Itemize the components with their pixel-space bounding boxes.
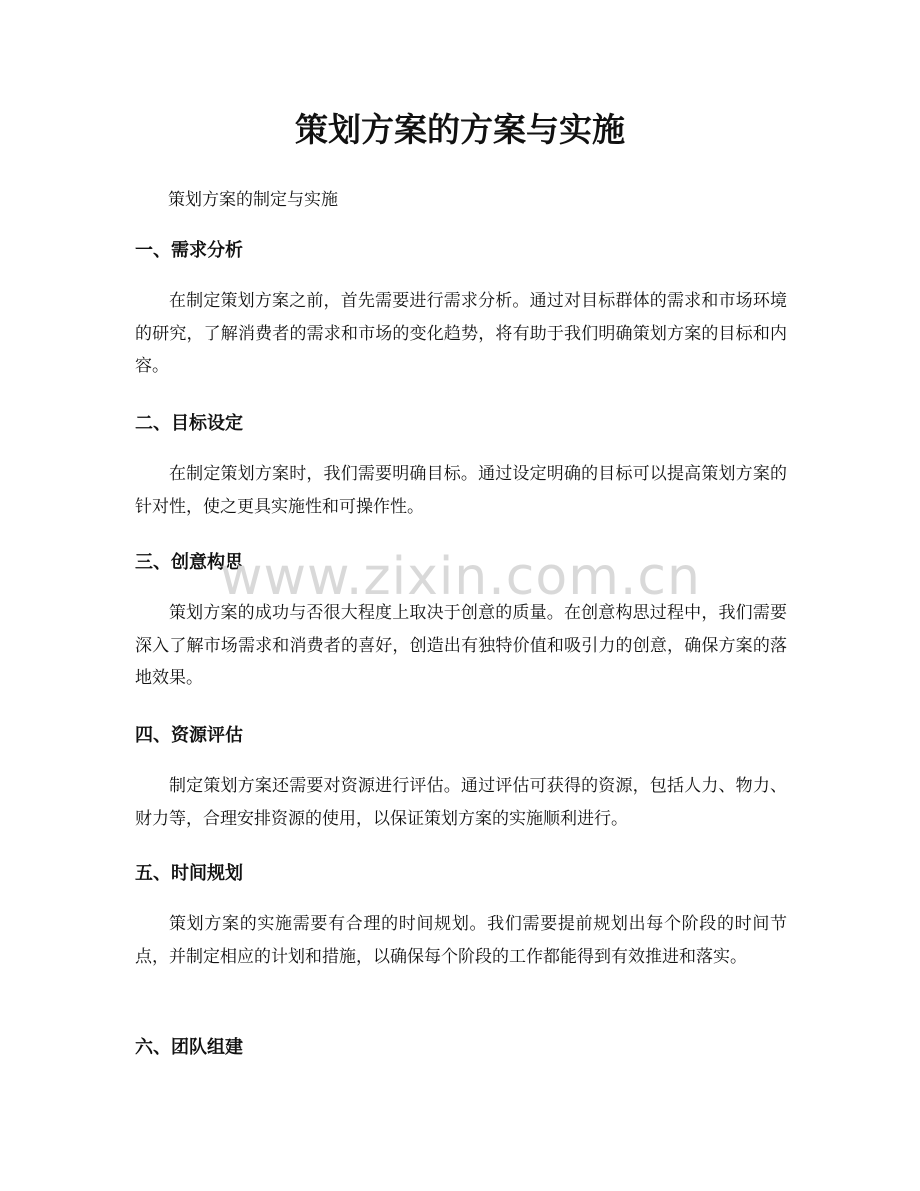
section-body-demand-analysis: 在制定策划方案之前，首先需要进行需求分析。通过对目标群体的需求和市场环境的研究，了解消费者的需求和市场的变化趋势，将有助于我们明确策划方案的目标和内容。	[135, 291, 787, 376]
section-body-resource-evaluation: 制定策划方案还需要对资源进行评估。通过评估可获得的资源，包括人力、物力、财力等，合理安排资源的使用，以保证策划方案的实施顺利进行。	[135, 776, 787, 829]
section-heading-resource-evaluation: 四、资源评估	[135, 725, 243, 746]
document-title: 策划方案的方案与实施	[295, 110, 625, 149]
watermark: www.zixin.com.cn	[220, 547, 701, 607]
section-heading-goal-setting: 二、目标设定	[135, 413, 243, 434]
document-subtitle: 策划方案的制定与实施	[168, 190, 338, 210]
section-body-time-planning: 策划方案的实施需要有合理的时间规划。我们需要提前规划出每个阶段的时间节点，并制定相应的计划和措施，以确保每个阶段的工作都能得到有效推进和落实。	[135, 914, 787, 967]
section-body-goal-setting: 在制定策划方案时，我们需要明确目标。通过设定明确的目标可以提高策划方案的针对性，使之更具实施性和可操作性。	[135, 464, 787, 517]
section-heading-creative-concept: 三、创意构思	[135, 552, 243, 573]
section-heading-time-planning: 五、时间规划	[135, 863, 243, 884]
section-body-creative-concept: 策划方案的成功与否很大程度上取决于创意的质量。在创意构思过程中，我们需要深入了解市场需求和消费者的喜好，创造出有独特价值和吸引力的创意，确保方案的落地效果。	[135, 603, 787, 688]
section-heading-team-building: 六、团队组建	[135, 1037, 243, 1058]
section-heading-demand-analysis: 一、需求分析	[135, 240, 243, 261]
